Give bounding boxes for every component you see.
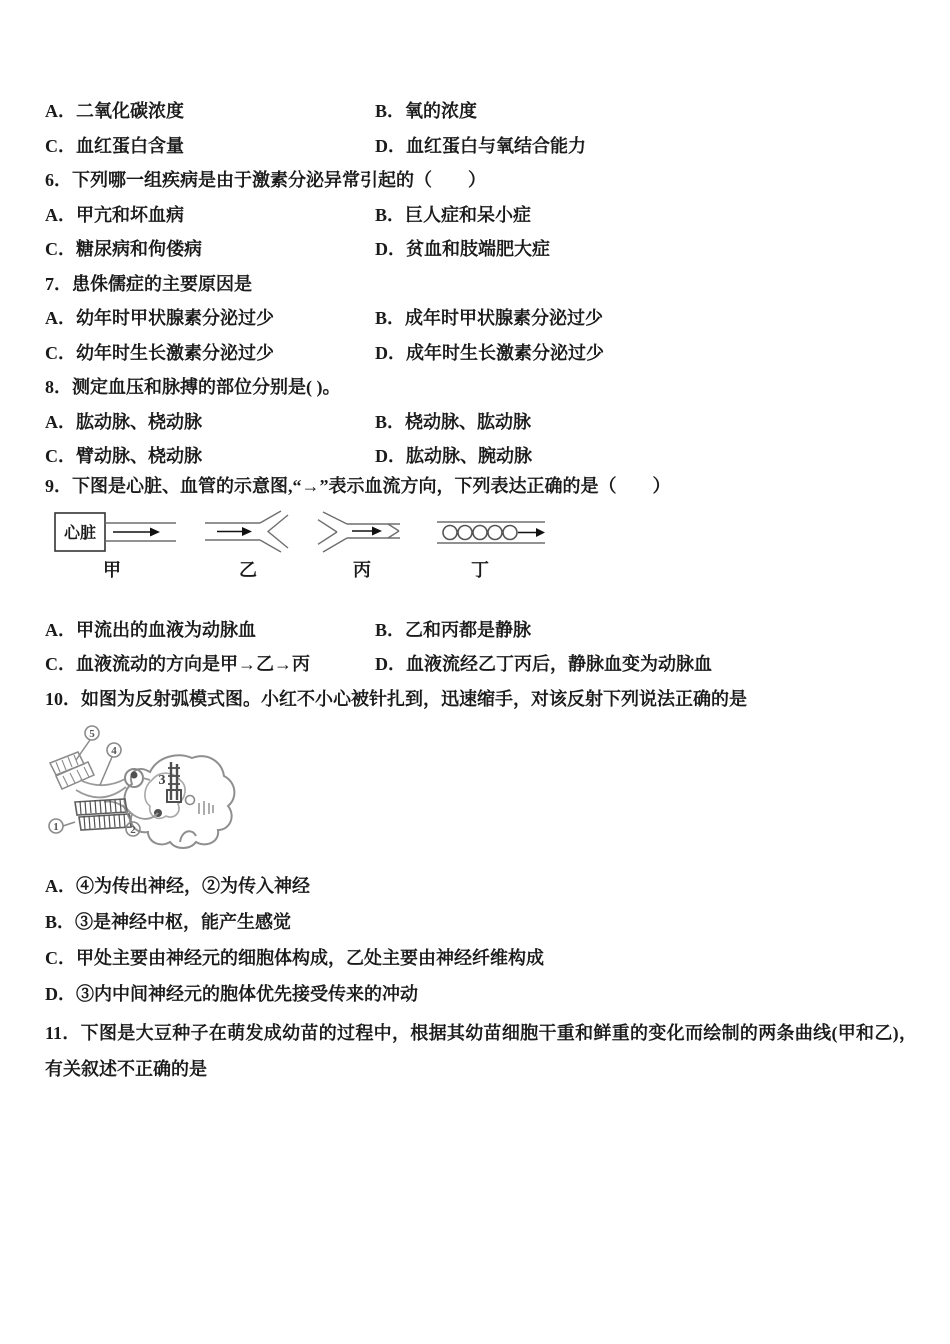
q10-stem-row <box>0 688 950 714</box>
vessel-label-yi: 乙 <box>239 560 257 580</box>
q7-option-b: B．成年时甲状腺素分泌过少 <box>375 308 604 328</box>
q5-option-row-2 <box>0 135 950 161</box>
q6-option-b: B．巨人症和呆小症 <box>375 205 532 225</box>
vessel-label-bing: 丙 <box>353 560 371 580</box>
q8-option-row-2 <box>0 445 950 471</box>
q5-option-d: D．血红蛋白与氧结合能力 <box>375 136 586 156</box>
q7-stem: 7．患侏儒症的主要原因是 <box>45 274 252 294</box>
q8-option-d: D．肱动脉、腕动脉 <box>375 446 532 466</box>
q9-option-c: C．血液流动的方向是甲→乙→丙 <box>45 654 310 674</box>
q9-option-b: B．乙和丙都是静脉 <box>375 620 532 640</box>
heart-label: 心脏 <box>63 525 97 542</box>
q10-option-c: C．甲处主要由神经元的细胞体构成，乙处主要由神经纤维构成 <box>45 948 544 968</box>
q5-option-row-1 <box>0 100 950 126</box>
q8-stem-row <box>0 376 950 402</box>
q6-stem: 6．下列哪一组疾病是由于激素分泌异常引起的（ ） <box>45 170 486 190</box>
q6-option-row-1 <box>0 204 950 230</box>
reflex-label-5: 5 <box>89 728 95 740</box>
q9-option-d: D．血液流经乙丁丙后，静脉血变为动脉血 <box>375 654 712 674</box>
q6-stem-row <box>0 169 950 195</box>
vessel-label-ding: 丁 <box>471 560 489 580</box>
q10-option-row-c <box>0 947 950 973</box>
blood-cell <box>458 526 472 540</box>
q7-option-row-1 <box>0 307 950 333</box>
q6-option-a: A．甲亢和坏血病 <box>45 205 184 225</box>
spinal-cord-fissure <box>180 831 196 842</box>
q7-option-row-2 <box>0 342 950 368</box>
reflex-label-3: 3 <box>158 773 166 788</box>
q7-stem-row <box>0 273 950 299</box>
blood-cell <box>443 526 457 540</box>
q10-option-b: B．③是神经中枢，能产生感觉 <box>45 912 292 932</box>
q5-option-c: C．血红蛋白含量 <box>45 136 184 156</box>
q8-option-a: A．肱动脉、桡动脉 <box>45 412 202 432</box>
q8-option-row-1 <box>0 411 950 437</box>
reflex-label-1: 1 <box>53 821 59 833</box>
q7-option-c: C．幼年时生长激素分泌过少 <box>45 343 274 363</box>
q8-stem: 8．测定血压和脉搏的部位分别是( )。 <box>45 377 341 397</box>
q5-option-b: B．氧的浓度 <box>375 101 478 121</box>
q11-stem: 11．下图是大豆种子在萌发成幼苗的过程中，根据其幼苗细胞干重和鲜重的变化而绘制的两条曲线(甲和乙)，有关叙述不正确的是 <box>45 1023 917 1079</box>
reflex-label-4: 4 <box>111 745 117 757</box>
q6-option-c: C．糖尿病和佝偻病 <box>45 239 202 259</box>
q5-option-a: A．二氧化碳浓度 <box>45 101 184 121</box>
blood-cell <box>488 526 502 540</box>
q6-option-row-2 <box>0 238 950 264</box>
q10-option-d: D．③内中间神经元的胞体优先接受传来的冲动 <box>45 984 418 1004</box>
q7-option-a: A．幼年时甲状腺素分泌过少 <box>45 308 274 328</box>
q8-option-b: B．桡动脉、肱动脉 <box>375 412 532 432</box>
q9-option-a: A．甲流出的血液为动脉血 <box>45 620 256 640</box>
q7-option-d: D．成年时生长激素分泌过少 <box>375 343 604 363</box>
reflex-label-2: 2 <box>130 824 136 836</box>
q9-stem-row <box>0 475 950 501</box>
q10-figure-reflex-arc <box>30 718 265 858</box>
q8-option-c: C．臂动脉、桡动脉 <box>45 446 202 466</box>
q10-stem: 10．如图为反射弧模式图。小红不小心被针扎到，迅速缩手，对该反射下列说法正确的是 <box>45 689 747 709</box>
blood-cell <box>503 526 517 540</box>
q9-option-row-2 <box>0 653 950 679</box>
q6-option-d: D．贫血和肢端肥大症 <box>375 239 550 259</box>
afferent-nerve <box>76 787 126 797</box>
blood-cell <box>473 526 487 540</box>
q9-stem: 9．下图是心脏、血管的示意图,“→”表示血流方向，下列表达正确的是（ ） <box>45 476 671 496</box>
q10-option-row-d <box>0 983 950 1009</box>
q9-option-row-1 <box>0 619 950 645</box>
q9-figure-blood-vessels <box>40 507 560 589</box>
q10-option-a: A．④为传出神经，②为传入神经 <box>45 876 310 896</box>
vessel-label-jia: 甲 <box>103 560 121 580</box>
synapse-box <box>167 790 181 802</box>
q10-option-row-b <box>0 911 950 937</box>
q10-option-row-a <box>0 875 950 901</box>
